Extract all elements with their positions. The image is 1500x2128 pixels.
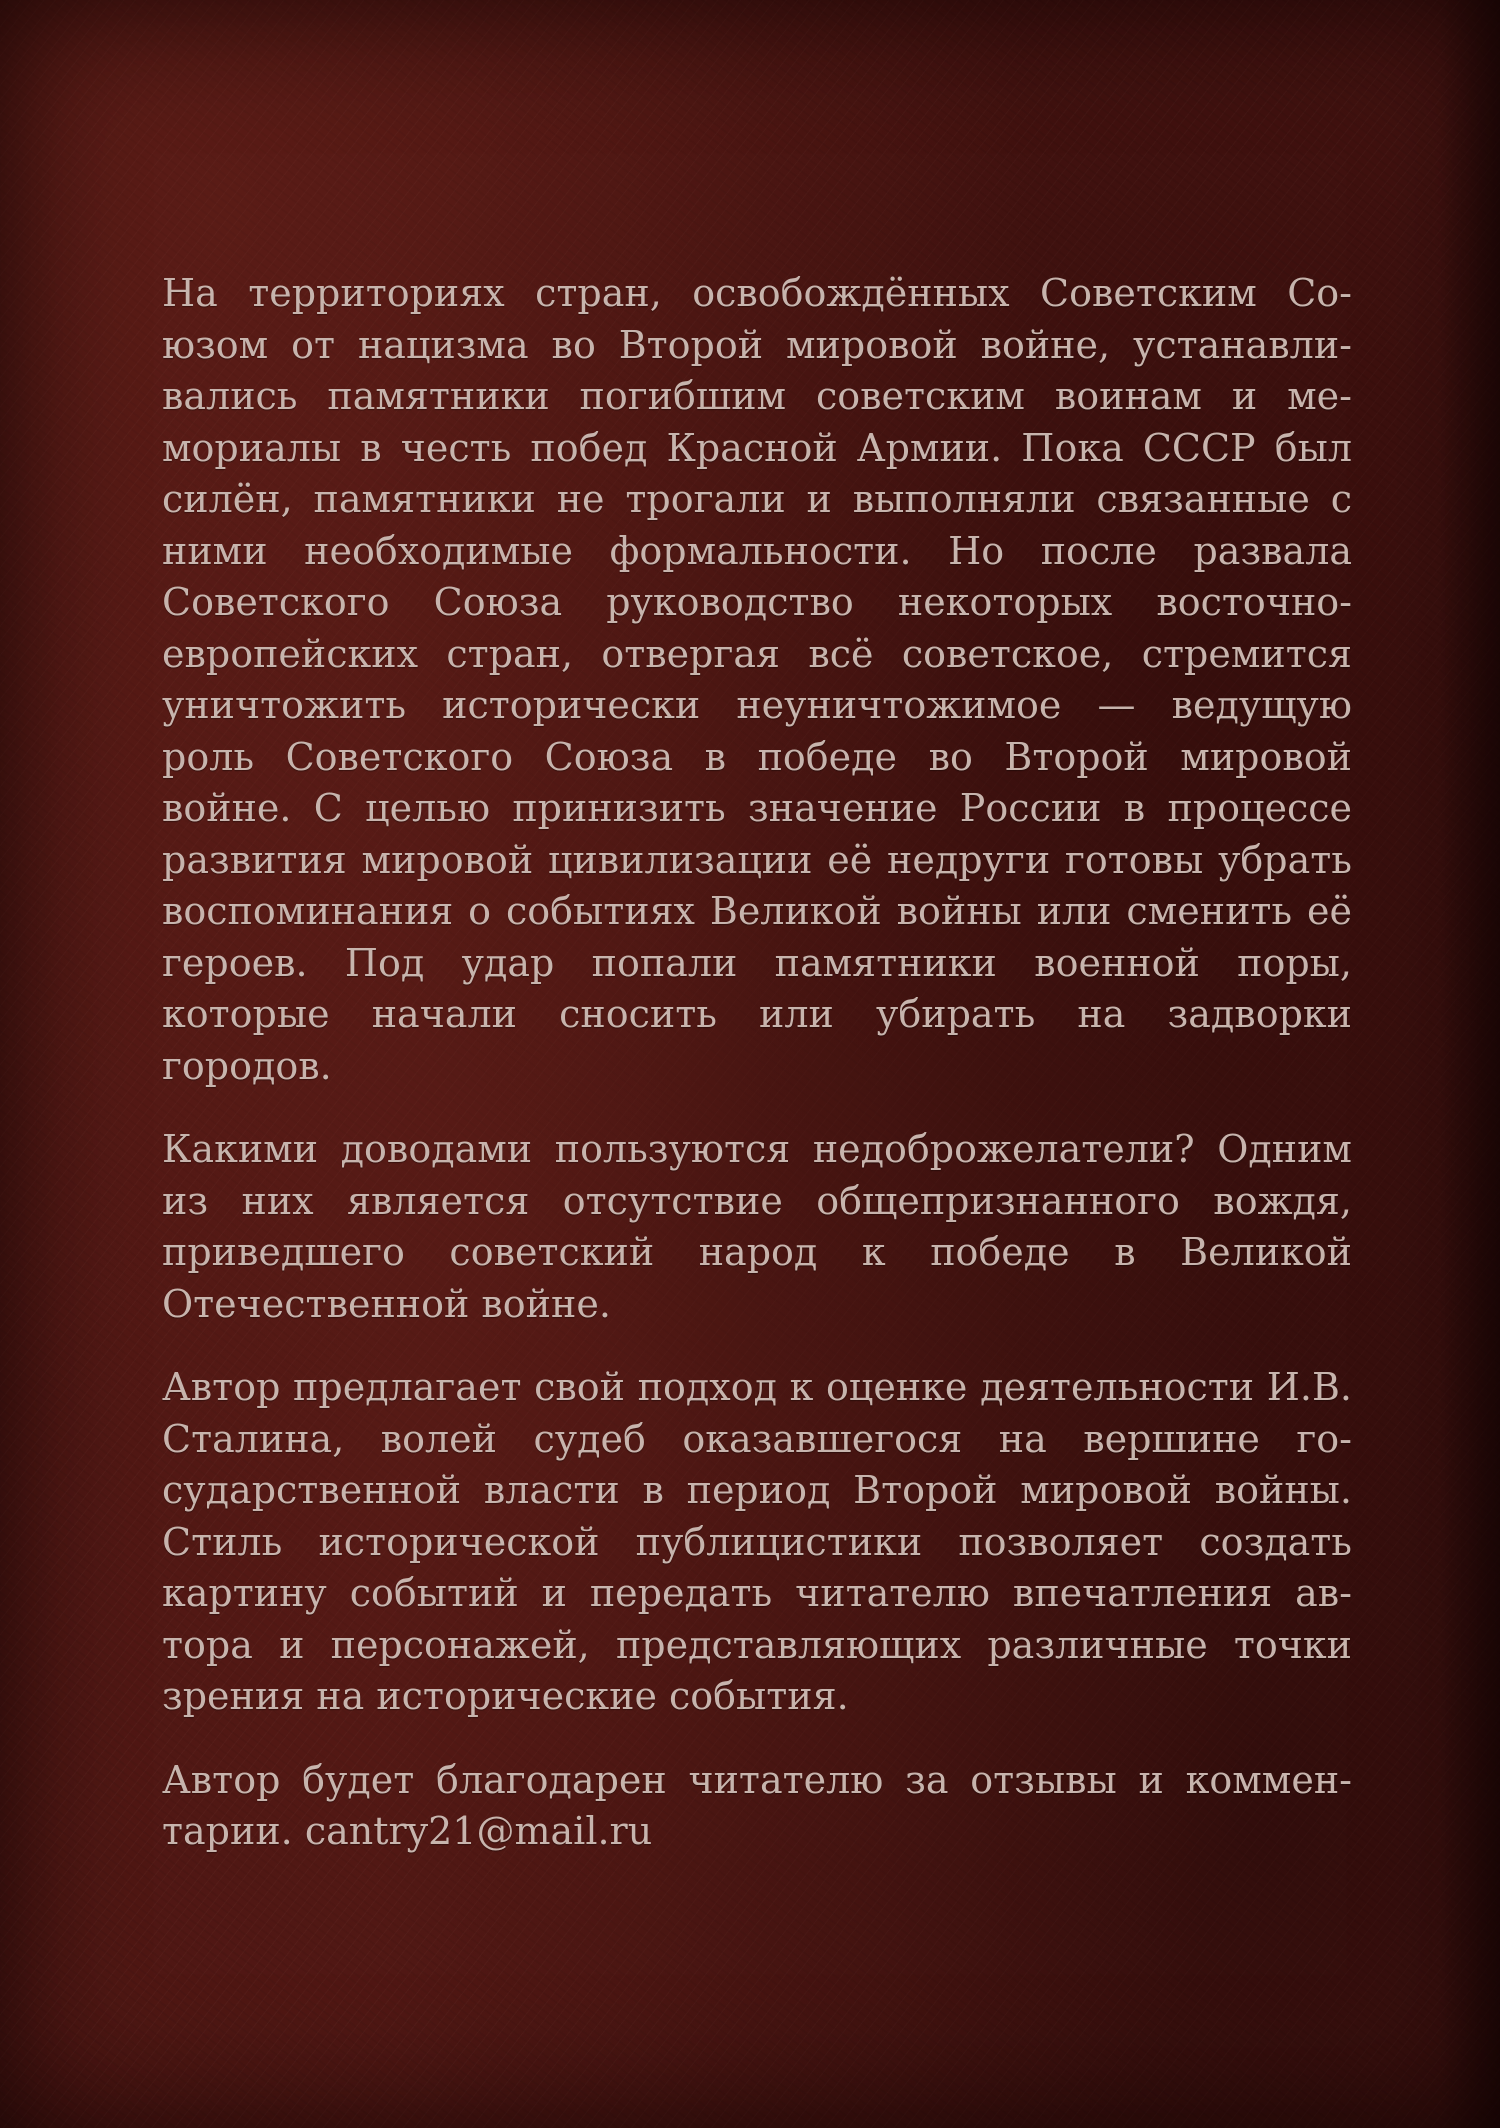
annotation-paragraph-contact: Автор будет благодарен читателю за отзывы и комментарии. cantry21@mail.ru (162, 1757, 1352, 1853)
back-cover-annotation (162, 268, 1352, 1890)
annotation-paragraph-arguments: Какими доводами пользуются недоброжелатели? Одним из них является отсутствие общепризнанного вождя, приведшего советский народ к победе в Великой Отечественной войне. (162, 1127, 1352, 1326)
spine-shadow (1440, 0, 1500, 2128)
annotation-paragraph-monuments: На территориях стран, освобождённых Советским Союзом от нацизма во Второй мировой войне, устанавливались памятники погибшим советским воинам и мемориалы в честь побед Красной Армии. Пока СССР был силён, памятники не трогали и выполняли связанные с ними необходимые формальности. Но после развала Советского Союза руководство некоторых восточноевропейских стран, отвергая всё советское, стремится уничтожить исторически неуничтожимое — ведущую роль Советского Союза в победе во Второй мировой войне. С целью принизить значение России в процессе развития мировой цивилизации её недруги готовы убрать воспоминания о событиях Великой войны или сменить её героев. Под удар попали памятники военной поры, которые начали сносить или убирать на задворки городов. (162, 271, 1352, 1088)
annotation-paragraph-author-approach: Автор предлагает свой подход к оценке деятельности И.В. Сталина, волей судеб оказавшегося на вершине государственной власти в период Второй мировой войны. Стиль исторической публицистики позволяет создать картину событий и передать читателю впечатления автора и персонажей, представляющих различные точки зрения на исторические события. (162, 1365, 1352, 1718)
